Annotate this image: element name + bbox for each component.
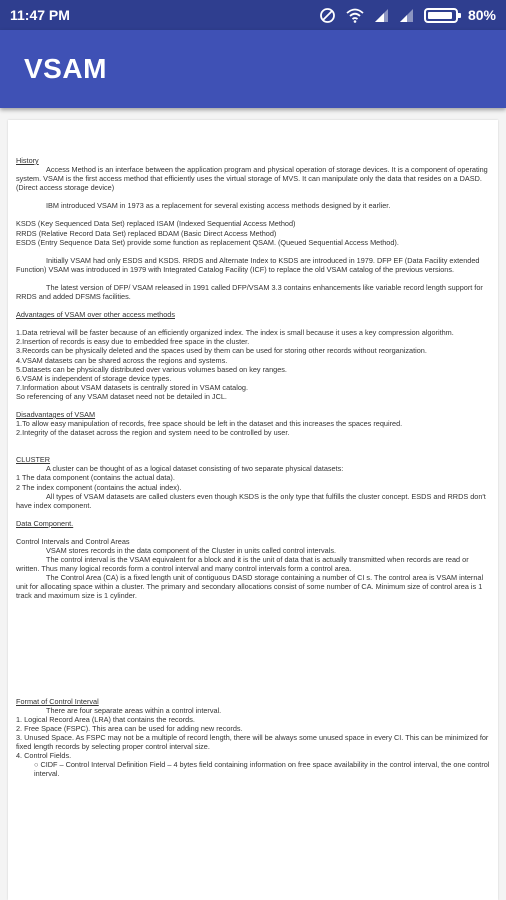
format-item: 3. Unused Space. As FSPC may not be a multiple of record length, there will be always some unused space in every CI. This can be minimized for fixed length records by selecting proper control interval size. xyxy=(16,732,489,752)
status-time: 11:47 PM xyxy=(10,7,70,23)
document-view[interactable] xyxy=(8,120,498,900)
control-intervals-heading: Control Intervals and Control Areas xyxy=(16,536,130,546)
ksds-line: KSDS (Key Sequenced Data Set) replaced ISAM (Indexed Sequential Access Method) xyxy=(16,219,296,229)
cluster-heading: CLUSTER xyxy=(16,455,51,465)
disadvantages-heading: Disadvantages of VSAM xyxy=(16,409,96,419)
format-bullet: ○ CIDF – Control Interval Definition Field – 4 bytes field containing information on free space availability in the control interval, the one control interval. xyxy=(34,760,490,778)
history-paragraph-4: The latest version of DFP/ VSAM released in 1991 called DFP/VSAM 3.3 contains enhancements like variable record length support for RRDS and added DFSMS facilities. xyxy=(16,282,483,302)
advantage-item: 4.VSAM datasets can be shared across the regions and systems. xyxy=(16,355,228,365)
cluster-paragraph-2: All types of VSAM datasets are called clusters even though KSDS is the only type that fulfills the cluster concept. ESDS and RRDS don't have index component. xyxy=(16,491,486,510)
dnd-icon xyxy=(319,7,336,24)
history-paragraph-3: Initially VSAM had only ESDS and KSDS. RRDS and Alternate Index to KSDS are introduced in 1979. DFP EF (Data Facility extended Function) VSAM was introduced in 1979 with Integrated Catalog Facility (ICF) to replace the old VSAM catalog of the previous versions. xyxy=(16,255,480,274)
data-component-heading: Data Component. xyxy=(16,518,74,528)
battery-icon xyxy=(424,8,458,23)
signal-icon-1 xyxy=(374,8,389,23)
advantage-item: 1.Data retrieval will be faster because of an efficiently organized index. The index is small because it uses a key compression algorithm. xyxy=(16,328,454,338)
control-intervals-paragraph-3: The Control Area (CA) is a fixed length unit of contiguous DASD storage containing a number of CI s. The control area is VSAM internal unit for allocating space within a cluster. The primary and secondary allocations consist of some number of CA. Minimum size of control area is 1 track and maximum size is 1 cylinder. xyxy=(16,573,484,601)
battery-level: 80% xyxy=(467,7,496,23)
history-heading: History xyxy=(16,156,39,165)
advantages-heading: Advantages of VSAM over other access methods xyxy=(16,310,175,320)
control-intervals-paragraph-1: VSAM stores records in the data component of the Cluster in units called control intervals. xyxy=(46,546,336,555)
control-intervals-paragraph-2: The control interval is the VSAM equivalent for a block and it is the unit of data that is actually transmitted when records are read or written. Thus many logical records form a control interval and many control intervals form a control area. xyxy=(16,555,469,574)
status-icons xyxy=(319,7,496,24)
advantage-item: 6.VSAM is independent of storage device types. xyxy=(16,373,172,383)
app-bar xyxy=(0,30,506,108)
cluster-item: 2 The index component (contains the actual index). xyxy=(16,482,182,492)
advantage-item: 5.Datasets can be physically distributed over various volumes based on key ranges. xyxy=(16,364,287,374)
rrds-line: RRDS (Relative Record Data Set) replaced BDAM (Basic Direct Access Method) xyxy=(16,228,277,238)
format-item: 2. Free Space (FSPC). This area can be used for adding new records. xyxy=(16,723,243,733)
disadvantage-item: 1.To allow easy manipulation of records, free space should be left in the dataset and this increases the spaces required. xyxy=(16,419,403,429)
cluster-paragraph-1: A cluster can be thought of as a logical dataset consisting of two separate physical datasets: xyxy=(46,464,344,474)
advantage-item: 2.Insertion of records is easy due to embedded free space in the cluster. xyxy=(16,337,250,347)
cluster-item: 1 The data component (contains the actual data). xyxy=(16,473,175,483)
format-heading: Format of Control Interval xyxy=(16,696,99,706)
history-paragraph-1: Access Method is an interface between the application program and physical operation of storage devices. It is a component of operating system. VSAM is the first access method that efficiently uses the virtual storage of MVS. It can manipulate only the data that resides on a DASD. (Direct access storage device) xyxy=(16,165,488,193)
disadvantage-item: 2.Integrity of the dataset across the region and system need to be controlled by user. xyxy=(16,428,290,438)
format-item: 1. Logical Record Area (LRA) that contains the records. xyxy=(16,714,195,724)
advantage-item: 3.Records can be physically deleted and the spaces used by them can be used for storing other records without reorganization. xyxy=(16,346,427,356)
status-bar xyxy=(0,0,506,30)
history-paragraph-2: IBM introduced VSAM in 1973 as a replacement for several existing access methods designed by it earlier. xyxy=(46,201,391,211)
advantage-item: 7.Information about VSAM datasets is centrally stored in VSAM catalog. xyxy=(16,382,248,392)
format-bullets xyxy=(16,760,490,778)
format-paragraph-1: There are four separate areas within a control interval. xyxy=(46,705,222,715)
app-title: VSAM xyxy=(24,53,107,84)
signal-icon-2 xyxy=(399,8,414,23)
format-item: 4. Control Fields. xyxy=(16,751,72,761)
advantage-item: So referencing of any VSAM dataset need not be detailed in JCL. xyxy=(16,391,227,401)
esds-line: ESDS (Entry Sequence Data Set) provide some function as replacement QSAM. (Queued Sequential Access Method). xyxy=(16,237,399,247)
wifi-icon xyxy=(346,8,364,23)
